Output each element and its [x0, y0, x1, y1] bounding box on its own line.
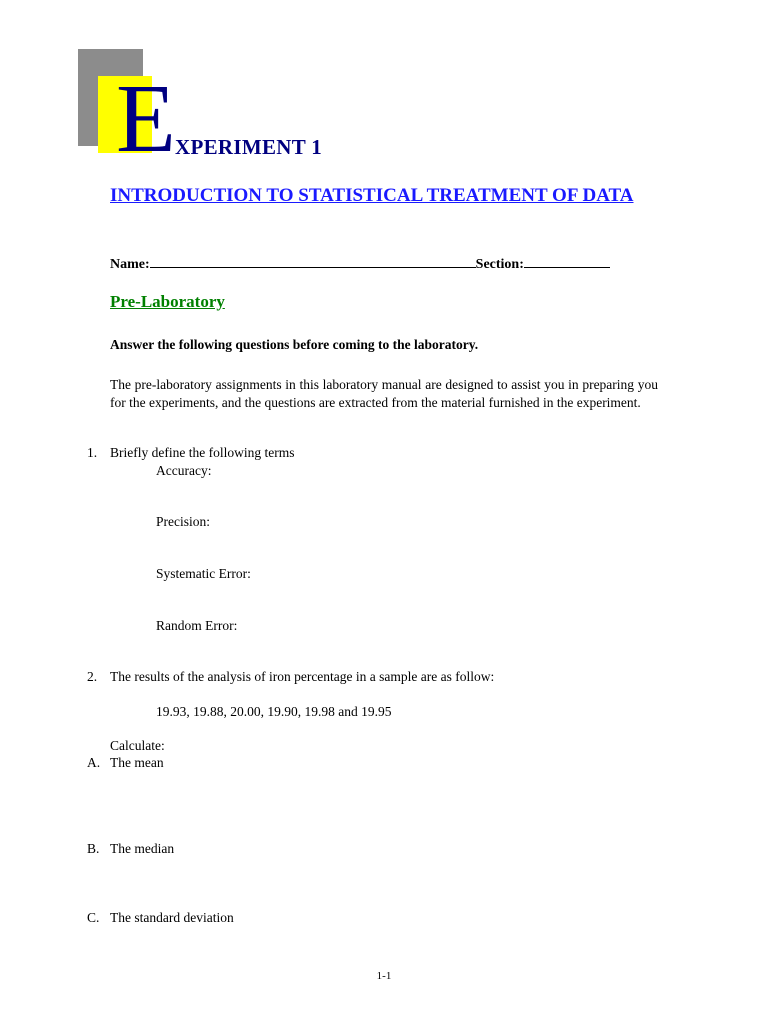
prelab-heading: Pre-Laboratory — [110, 292, 225, 311]
experiment-heading: XPERIMENT 1 — [175, 135, 323, 159]
q2-part-a-letter: A. — [87, 755, 101, 770]
q1-term-systematic-error: Systematic Error: — [156, 566, 251, 581]
q2-part-c-letter: C. — [87, 910, 100, 925]
q1-term-precision: Precision: — [156, 514, 210, 529]
q2-part-b-text: The median — [110, 841, 175, 856]
document-title: INTRODUCTION TO STATISTICAL TREATMENT OF DATA — [110, 185, 634, 206]
name-label: Name: — [110, 257, 150, 272]
instruction-text: Answer the following questions before coming to the laboratory. — [110, 337, 479, 352]
q2-text: The results of the analysis of iron percentage in a sample are as follow: — [110, 669, 495, 684]
q2-part-a-text: The mean — [110, 755, 164, 770]
page-number: 1-1 — [376, 970, 392, 982]
experiment-dropcap: E — [116, 65, 176, 173]
name-blank — [150, 254, 476, 268]
section-blank — [524, 254, 610, 268]
q2-part-c-text: The standard deviation — [110, 910, 234, 925]
q1-term-random-error: Random Error: — [156, 618, 238, 633]
q2-number: 2. — [87, 669, 98, 684]
q1-number: 1. — [87, 445, 98, 460]
q2-part-b-letter: B. — [87, 841, 100, 856]
q2-calculate: Calculate: — [110, 738, 165, 753]
q2-values: 19.93, 19.88, 20.00, 19.90, 19.98 and 19.95 — [156, 704, 392, 719]
q1-term-accuracy: Accuracy: — [156, 463, 212, 478]
name-section-line — [110, 254, 610, 273]
intro-paragraph: The pre-laboratory assignments in this laboratory manual are designed to assist you in preparing you for the experiments, and the questions are extracted from the material furnished in the experiment. — [110, 377, 658, 410]
q1-text: Briefly define the following terms — [110, 445, 295, 460]
section-label: Section: — [475, 257, 524, 272]
